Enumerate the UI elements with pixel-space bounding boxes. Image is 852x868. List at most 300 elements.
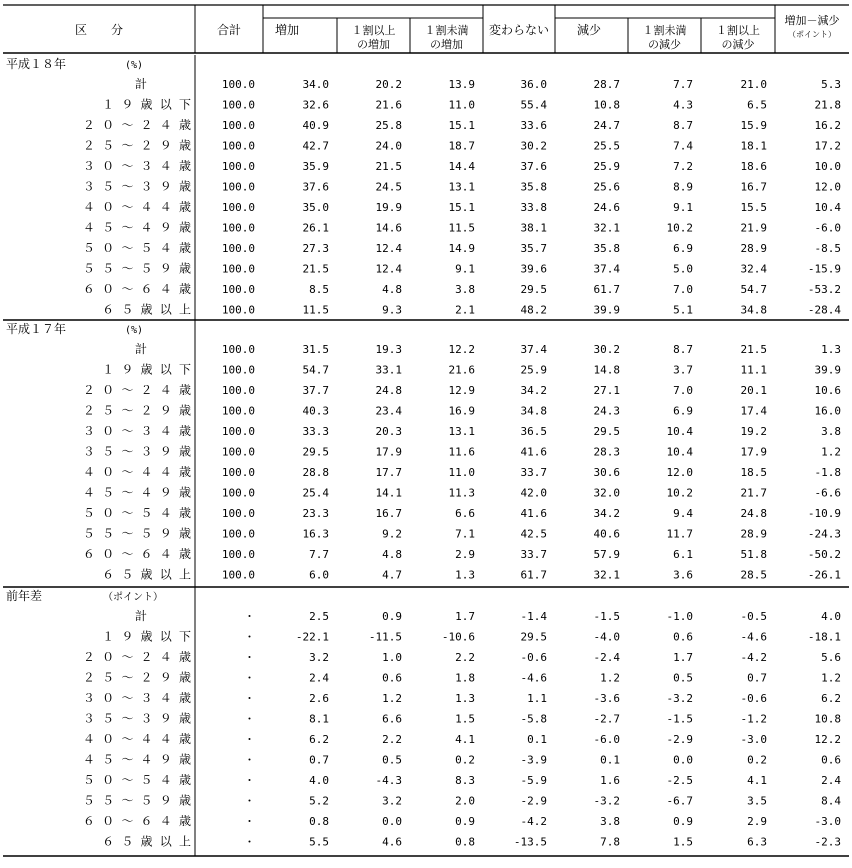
header-decrease-under10-label: の減少 — [648, 38, 681, 51]
table-cell: 16.3 — [302, 527, 329, 541]
table-cell: ・ — [244, 651, 255, 664]
table-cell: 8.9 — [673, 180, 693, 194]
table-cell: 40.6 — [593, 527, 620, 541]
table-cell: -0.6 — [740, 692, 767, 705]
table-cell: 16.2 — [814, 119, 841, 132]
table-cell: 8.3 — [455, 774, 475, 787]
table-cell: -4.0 — [593, 630, 620, 644]
table-cell: 7.7 — [673, 78, 693, 91]
table-cell: 42.0 — [520, 486, 547, 500]
table-cell: 7.0 — [673, 283, 693, 296]
table-cell: 32.4 — [740, 262, 767, 276]
table-cell: 35.7 — [520, 242, 547, 255]
table-cell: 6.6 — [455, 507, 475, 520]
table-cell: 17.9 — [740, 445, 767, 459]
table-cell: 1.0 — [382, 651, 402, 664]
table-cell: 12.0 — [666, 466, 693, 479]
table-cell: 24.6 — [593, 201, 620, 214]
table-cell: 21.5 — [302, 262, 329, 276]
table-cell: 100.0 — [221, 343, 255, 356]
table-cell: 10.2 — [666, 486, 693, 500]
table-cell: 12.2 — [814, 733, 841, 746]
table-cell: 37.4 — [593, 262, 620, 276]
table-cell: 100.0 — [221, 486, 255, 500]
table-cell: 1.7 — [455, 610, 475, 623]
row-label-age: ２ ０ ～ ２ ４ 歳 — [82, 118, 191, 132]
table-cell: 100.0 — [221, 78, 255, 91]
header-increase-under10-label: の増加 — [430, 38, 463, 51]
row-label-age: １ ９ 歳 以 下 — [102, 629, 191, 644]
table-cell: 14.4 — [448, 160, 475, 173]
table-cell: 28.9 — [740, 527, 767, 541]
table-cell: 24.5 — [375, 180, 402, 194]
table-cell: -4.2 — [740, 651, 767, 664]
table-cell: 34.8 — [740, 303, 767, 317]
table-cell: 17.9 — [375, 445, 402, 459]
table-cell: 34.0 — [302, 78, 329, 91]
table-cell: 21.0 — [740, 78, 767, 91]
table-cell: 35.9 — [302, 160, 329, 173]
table-cell: 51.8 — [740, 548, 767, 561]
table-cell: 0.6 — [673, 630, 693, 644]
table-cell: 11.3 — [448, 486, 475, 500]
table-cell: 2.4 — [309, 671, 329, 685]
table-cell: 11.0 — [448, 98, 475, 112]
table-cell: -3.6 — [593, 692, 620, 705]
table-cell: 7.0 — [673, 384, 693, 397]
table-cell: 1.3 — [821, 343, 841, 356]
table-cell: 100.0 — [221, 221, 255, 235]
table-cell: 18.6 — [740, 160, 767, 173]
table-cell: 14.6 — [375, 221, 402, 235]
table-cell: 32.1 — [593, 568, 620, 582]
table-cell: 39.9 — [593, 303, 620, 317]
table-cell: 25.9 — [593, 160, 620, 173]
table-cell: 25.6 — [593, 180, 620, 194]
table-cell: 23.4 — [375, 404, 402, 418]
table-cell: 100.0 — [221, 180, 255, 194]
table-cell: 100.0 — [221, 568, 255, 582]
row-label-age: ２ ０ ～ ２ ４ 歳 — [82, 383, 191, 397]
table-cell: 17.7 — [375, 466, 402, 479]
table-cell: 21.6 — [375, 98, 402, 112]
table-cell: -6.7 — [666, 794, 693, 808]
table-cell: 2.1 — [455, 303, 475, 317]
header-decrease-under10-label: １割未満 — [642, 24, 687, 37]
table-cell: 61.7 — [520, 568, 547, 582]
row-label-age: １ ９ 歳 以 下 — [102, 362, 191, 377]
table-cell: 10.4 — [814, 201, 841, 214]
table-cell: 10.8 — [814, 712, 841, 726]
table-cell: -0.6 — [520, 651, 547, 664]
table-cell: 42.5 — [520, 527, 547, 541]
table-cell: 4.0 — [821, 610, 841, 623]
table-cell: 30.6 — [593, 466, 620, 479]
table-cell: 1.3 — [455, 568, 475, 582]
table-cell: 2.2 — [382, 733, 402, 746]
table-cell: 40.3 — [302, 404, 329, 418]
row-label-age: ３ ０ ～ ３ ４ 歳 — [82, 424, 191, 438]
table-cell: 15.1 — [448, 201, 475, 214]
header-increase-10plus-label: １割以上 — [351, 24, 396, 37]
table-cell: ・ — [244, 835, 255, 849]
table-cell: 3.8 — [455, 283, 475, 296]
table-cell: 100.0 — [221, 303, 255, 317]
row-label-age: ３ ５ ～ ３ ９ 歳 — [82, 711, 191, 726]
table-cell: 18.5 — [740, 466, 767, 479]
table-cell: 19.2 — [740, 425, 767, 438]
table-cell: 5.1 — [673, 303, 693, 317]
header-category-label: 区 分 — [74, 23, 124, 37]
table-cell: 7.1 — [455, 527, 475, 541]
table-cell: -3.9 — [520, 753, 547, 767]
table-cell: 6.5 — [747, 98, 767, 112]
table-cell: 4.1 — [747, 774, 767, 787]
row-label-age: ２ ０ ～ ２ ４ 歳 — [82, 650, 191, 664]
row-label-age: ４ ０ ～ ４ ４ 歳 — [82, 465, 191, 479]
table-cell: 3.8 — [821, 425, 841, 438]
table-cell: 0.8 — [455, 835, 475, 849]
row-label-total: 計 — [135, 342, 148, 356]
row-label-age: ６ ５ 歳 以 上 — [102, 302, 191, 317]
table-cell: -3.2 — [666, 692, 693, 705]
header-decrease-label: 減少 — [577, 23, 602, 37]
table-cell: -2.7 — [593, 712, 620, 726]
table-cell: 2.9 — [455, 548, 475, 561]
table-cell: 20.1 — [740, 384, 767, 397]
table-cell: 24.0 — [375, 139, 402, 153]
table-cell: 100.0 — [221, 548, 255, 561]
table-cell: 15.5 — [740, 201, 767, 214]
row-label-age: ２ ５ ～ ２ ９ 歳 — [82, 138, 191, 153]
table-cell: 1.2 — [821, 445, 841, 459]
table-cell: -22.1 — [295, 630, 329, 644]
table-cell: -3.0 — [740, 733, 767, 746]
table-cell: 0.6 — [821, 753, 841, 767]
table-cell: 36.5 — [520, 425, 547, 438]
row-label-total: 計 — [135, 609, 148, 623]
section-unit: (%) — [125, 60, 144, 71]
table-cell: 0.5 — [382, 753, 402, 767]
table-cell: 5.5 — [309, 835, 329, 849]
table-cell: 12.4 — [375, 242, 402, 255]
section-title: 平成１７年 — [6, 322, 67, 336]
table-cell: 0.9 — [673, 815, 693, 828]
table-cell: 33.3 — [302, 425, 329, 438]
table-cell: 100.0 — [221, 404, 255, 418]
table-cell: 20.3 — [375, 425, 402, 438]
table-cell: 3.6 — [673, 568, 693, 582]
table-cell: 57.9 — [593, 548, 620, 561]
row-label-age: ５ ０ ～ ５ ４ 歳 — [82, 773, 191, 787]
table-cell: 37.6 — [302, 180, 329, 194]
table-cell: 36.0 — [520, 78, 547, 91]
table-cell: 19.9 — [375, 201, 402, 214]
row-label-age: ２ ５ ～ ２ ９ 歳 — [82, 403, 191, 418]
table-cell: 4.0 — [309, 774, 329, 787]
table-cell: 13.1 — [448, 180, 475, 194]
table-cell: 17.4 — [740, 404, 767, 418]
table-cell: 11.5 — [448, 221, 475, 235]
table-cell: 6.1 — [673, 548, 693, 561]
table-cell: 6.2 — [309, 733, 329, 746]
table-cell: -2.4 — [593, 651, 620, 664]
table-cell: 28.3 — [593, 445, 620, 459]
table-cell: 0.2 — [455, 753, 475, 767]
table-cell: 33.7 — [520, 548, 547, 561]
table-cell: 100.0 — [221, 283, 255, 296]
table-cell: ・ — [244, 774, 255, 787]
table-cell: 11.5 — [302, 303, 329, 317]
table-cell: 3.2 — [382, 794, 402, 808]
header-net-label: 増加－減少 — [784, 14, 840, 27]
table-cell: 39.6 — [520, 262, 547, 276]
table-cell: -2.9 — [666, 733, 693, 746]
table-cell: 37.6 — [520, 160, 547, 173]
row-label-age: ３ ０ ～ ３ ４ 歳 — [82, 691, 191, 705]
table-cell: 4.8 — [382, 548, 402, 561]
table-cell: -26.1 — [807, 568, 841, 582]
table-cell: 61.7 — [593, 283, 620, 296]
table-cell: 48.2 — [520, 303, 547, 317]
row-label-age: ６ ５ 歳 以 上 — [102, 834, 191, 849]
table-cell: 1.5 — [673, 835, 693, 849]
table-cell: 11.7 — [666, 527, 693, 541]
table-cell: ・ — [244, 671, 255, 685]
table-cell: 13.9 — [448, 78, 475, 91]
table-cell: 55.4 — [520, 98, 547, 112]
table-cell: 31.5 — [302, 343, 329, 356]
table-cell: 32.6 — [302, 98, 329, 112]
table-cell: 10.8 — [593, 98, 620, 112]
table-cell: 21.7 — [740, 486, 767, 500]
table-cell: 12.4 — [375, 262, 402, 276]
table-cell: -2.3 — [814, 835, 841, 849]
row-label-age: ５ ５ ～ ５ ９ 歳 — [82, 261, 191, 276]
table-cell: 100.0 — [221, 445, 255, 459]
table-cell: 29.5 — [520, 630, 547, 644]
table-cell: -0.5 — [740, 610, 767, 623]
table-cell: 30.2 — [593, 343, 620, 356]
table-cell: 2.2 — [455, 651, 475, 664]
table-cell: 9.1 — [455, 262, 475, 276]
table-cell: 1.8 — [455, 671, 475, 685]
table-cell: -24.3 — [807, 527, 841, 541]
table-cell: 21.9 — [740, 221, 767, 235]
row-label-age: ６ ０ ～ ６ ４ 歳 — [82, 814, 191, 828]
table-cell: 33.7 — [520, 466, 547, 479]
table-cell: 0.7 — [309, 753, 329, 767]
table-cell: 23.3 — [302, 507, 329, 520]
table-cell: -10.9 — [807, 507, 841, 520]
table-cell: -15.9 — [807, 262, 841, 276]
table-cell: 35.8 — [593, 242, 620, 255]
header-increase-under10-label: １割未満 — [424, 24, 469, 37]
table-cell: 15.9 — [740, 119, 767, 132]
table-cell: 19.3 — [375, 343, 402, 356]
table-cell: 20.2 — [375, 78, 402, 91]
row-label-age: ４ ０ ～ ４ ４ 歳 — [82, 200, 191, 214]
table-cell: 6.3 — [747, 835, 767, 849]
table-cell: 29.5 — [302, 445, 329, 459]
row-label-age: ５ ５ ～ ５ ９ 歳 — [82, 793, 191, 808]
table-cell: -4.2 — [520, 815, 547, 828]
row-label-age: ４ ５ ～ ４ ９ 歳 — [82, 752, 191, 767]
table-cell: 0.8 — [309, 815, 329, 828]
table-cell: 37.7 — [302, 384, 329, 397]
row-label-age: ５ ０ ～ ５ ４ 歳 — [82, 241, 191, 255]
table-cell: -1.0 — [666, 610, 693, 623]
table-cell: 13.1 — [448, 425, 475, 438]
table-cell: 24.3 — [593, 404, 620, 418]
table-cell: 0.6 — [382, 671, 402, 685]
table-cell: 0.0 — [673, 753, 693, 767]
header-total-label: 合計 — [216, 23, 242, 37]
table-cell: 6.9 — [673, 404, 693, 418]
table-cell: 4.8 — [382, 283, 402, 296]
row-label-age: ６ ０ ～ ６ ４ 歳 — [82, 547, 191, 561]
table-cell: 10.2 — [666, 221, 693, 235]
table-cell: 21.6 — [448, 363, 475, 377]
section-title: 前年差 — [6, 589, 43, 603]
table-cell: 32.0 — [593, 486, 620, 500]
table-cell: 33.8 — [520, 201, 547, 214]
table-cell: 9.4 — [673, 507, 693, 520]
table-cell: 2.4 — [821, 774, 841, 787]
table-cell: 5.6 — [821, 651, 841, 664]
table-cell: 4.3 — [673, 98, 693, 112]
table-cell: 0.9 — [382, 610, 402, 623]
table-cell: 7.4 — [673, 139, 693, 153]
table-cell: 9.2 — [382, 527, 402, 541]
table-cell: 100.0 — [221, 363, 255, 377]
table-cell: ・ — [244, 712, 255, 726]
table-cell: ・ — [244, 630, 255, 644]
table-cell: -5.9 — [520, 774, 547, 787]
table-cell: 100.0 — [221, 262, 255, 276]
table-cell: ・ — [244, 753, 255, 767]
table-cell: -5.8 — [520, 712, 547, 726]
header-unchanged-label: 変わらない — [488, 23, 550, 37]
table-cell: 100.0 — [221, 119, 255, 132]
table-cell: 1.2 — [382, 692, 402, 705]
table-cell: 1.3 — [455, 692, 475, 705]
table-cell: -2.9 — [520, 794, 547, 808]
table-cell: 100.0 — [221, 139, 255, 153]
table-cell: 10.6 — [814, 384, 841, 397]
row-label-age: １ ９ 歳 以 下 — [102, 97, 191, 112]
table-cell: 21.5 — [740, 343, 767, 356]
section-unit: (%) — [125, 325, 144, 336]
table-cell: 29.5 — [593, 425, 620, 438]
table-cell: 2.6 — [309, 692, 329, 705]
table-cell: 0.7 — [747, 671, 767, 685]
table-cell: 27.1 — [593, 384, 620, 397]
section-title: 平成１８年 — [6, 57, 67, 71]
row-label-age: ６ ０ ～ ６ ４ 歳 — [82, 282, 191, 296]
table-cell: ・ — [244, 733, 255, 746]
table-cell: 11.0 — [448, 466, 475, 479]
table-cell: 16.7 — [375, 507, 402, 520]
table-cell: 35.0 — [302, 201, 329, 214]
section-unit: （ポイント） — [103, 592, 163, 603]
row-label-age: ５ ５ ～ ５ ９ 歳 — [82, 526, 191, 541]
table-cell: 1.6 — [600, 774, 620, 787]
table-cell: 0.1 — [527, 733, 547, 746]
table-cell: 33.1 — [375, 363, 402, 377]
row-label-age: ４ ５ ～ ４ ９ 歳 — [82, 220, 191, 235]
table-cell: 25.5 — [593, 139, 620, 153]
table-cell: 30.2 — [520, 139, 547, 153]
table-cell: 41.6 — [520, 445, 547, 459]
table-cell: -53.2 — [807, 283, 841, 296]
table-cell: 14.8 — [593, 363, 620, 377]
table-cell: 17.2 — [814, 139, 841, 153]
table-cell: -4.6 — [520, 671, 547, 685]
table-cell: 34.2 — [520, 384, 547, 397]
table-cell: 2.9 — [747, 815, 767, 828]
table-cell: 3.5 — [747, 794, 767, 808]
header-decrease-10plus-label: の減少 — [721, 38, 755, 51]
header-decrease-10plus-label: １割以上 — [716, 24, 760, 37]
table-cell: 9.3 — [382, 303, 402, 317]
table-cell: 10.4 — [666, 445, 693, 459]
table-cell: 27.3 — [302, 242, 329, 255]
table-cell: -6.0 — [593, 733, 620, 746]
row-label-age: ５ ０ ～ ５ ４ 歳 — [82, 506, 191, 520]
table-cell: 28.7 — [593, 78, 620, 91]
table-cell: 0.1 — [600, 753, 620, 767]
table-cell: 12.0 — [814, 180, 841, 194]
table-cell: 100.0 — [221, 98, 255, 112]
table-cell: 3.7 — [673, 363, 693, 377]
table-cell: 3.8 — [600, 815, 620, 828]
table-cell: 32.1 — [593, 221, 620, 235]
table-cell: 12.9 — [448, 384, 475, 397]
table-cell: 34.8 — [520, 404, 547, 418]
row-label-total: 計 — [135, 77, 148, 91]
table-cell: 28.9 — [740, 242, 767, 255]
row-label-age: ３ ５ ～ ３ ９ 歳 — [82, 179, 191, 194]
table-cell: 35.8 — [520, 180, 547, 194]
header-increase-label: 増加 — [275, 23, 300, 37]
table-cell: 54.7 — [740, 283, 767, 296]
table-cell: 12.2 — [448, 343, 475, 356]
table-cell: 38.1 — [520, 221, 547, 235]
table-cell: 42.7 — [302, 139, 329, 153]
table-cell: 24.8 — [375, 384, 402, 397]
table-cell: 21.5 — [375, 160, 402, 173]
table-cell: 1.2 — [600, 671, 620, 685]
table-cell: -10.6 — [441, 630, 475, 644]
header-increase-10plus-label: の増加 — [357, 38, 390, 51]
row-label-age: ４ ０ ～ ４ ４ 歳 — [82, 732, 191, 746]
table-cell: 100.0 — [221, 425, 255, 438]
table-cell: 100.0 — [221, 507, 255, 520]
table-cell: -6.6 — [814, 486, 841, 500]
table-cell: 1.2 — [821, 671, 841, 685]
table-cell: -4.6 — [740, 630, 767, 644]
table-cell: 7.8 — [600, 835, 620, 849]
table-cell: -13.5 — [513, 835, 547, 849]
table-cell: 4.6 — [382, 835, 402, 849]
table-cell: 16.7 — [740, 180, 767, 194]
table-cell: -50.2 — [807, 548, 841, 561]
table-cell: ・ — [244, 610, 255, 623]
table-cell: 4.7 — [382, 568, 402, 582]
row-label-age: ３ ０ ～ ３ ４ 歳 — [82, 159, 191, 173]
table-cell: 2.0 — [455, 794, 475, 808]
